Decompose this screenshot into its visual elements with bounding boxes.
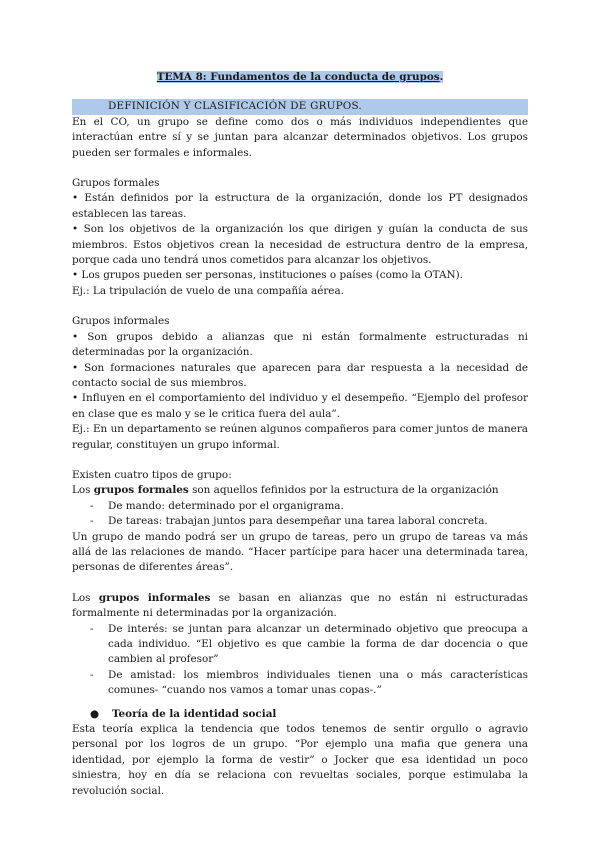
formales-types-list xyxy=(72,499,528,530)
informales-example: Ej.: En un departamento se reúnen algunos compañeros para comer juntos de manera regular, constituyen un grupo informal. xyxy=(72,423,528,451)
formales-example: Ej.: La tripulación de vuelo de una compañía aérea. xyxy=(72,284,344,297)
identidad-heading: ● Teoría de la identidad social xyxy=(72,707,528,722)
tipos-informales-line: Los grupos informales se basan en alianzas que no están ni estructuradas formalmente ni determinadas por la organización. xyxy=(72,591,529,620)
bullet-icon: ● xyxy=(90,707,100,720)
tipos-intro: Existen cuatro tipos de grupo: xyxy=(72,468,232,481)
tipos-formales-line: Los grupos formales son aquellos fefinidos por la estructura de la organización xyxy=(72,484,499,497)
list-item: - De interés: se juntan para alcanzar un determinado objetivo que preocupa a cada individuo. “El objetivo es que cambie la forma de dar docencia o que cambien al profesor” xyxy=(90,622,528,666)
informales-item: • Son grupos debido a alianzas que ni están formalmente estructuradas ni determinadas por la organización. xyxy=(72,330,528,359)
identidad-paragraph: Esta teoría explica la tendencia que todos tenemos de sentir orgullo o agravio personal por los logros de un grupo. “Por ejemplo una mafia que genera una identidad, por ejemplo la forma de vestir” o Jocker que esa identidad un poco siniestra, hoy en día se relaciona con revueltas sociales, porque estimulaba la revolución social. xyxy=(72,723,528,797)
grupos-informales-term: grupos informales xyxy=(98,591,211,604)
title-text: TEMA 8: Fundamentos de la conducta de grupos xyxy=(156,71,440,83)
grupos-formales-term: grupos formales xyxy=(93,484,189,497)
informales-heading: Grupos informales xyxy=(72,315,170,328)
informales-item: • Influyen en el comportamiento del individuo y el desempeño. “Ejemplo del profesor en clase que es malo y se le critica fuera del aula”. xyxy=(72,392,528,420)
formales-item: • Están definidos por la estructura de la organización, donde los PT designados establecen las tareas. xyxy=(72,192,528,220)
informales-types-list xyxy=(72,622,528,699)
intro-paragraph: En el CO, un grupo se define como dos o más individuos independientes que interactúan entre sí y se juntan para alcanzar determinados objetivos. Los grupos pueden ser formales e informales. xyxy=(72,115,528,159)
formales-heading: Grupos formales xyxy=(72,177,160,190)
formales-item: • Los grupos pueden ser personas, instituciones o países (como la OTAN). xyxy=(72,269,463,282)
page-title xyxy=(72,70,528,85)
list-item: - De mando: determinado por el organigrama. xyxy=(90,499,344,512)
list-item: - De tareas: trabajan juntos para desempeñar una tarea laboral concreta. xyxy=(90,515,488,528)
formales-item: • Son los objetivos de la organización los que dirigen y guían la conducta de sus miembros. Estos objetivos crean la necesidad de estructura dentro de la empresa, porque cada uno tendrá unos cometidos para alcanzar los objetivos. xyxy=(72,223,528,267)
list-item: - De amistad: los miembros individuales tienen una o más características comunes- “cuando nos vamos a tomar unas copas-.” xyxy=(90,668,528,697)
informales-item: • Son formaciones naturales que aparecen para dar respuesta a la necesidad de contacto social de sus miembros. xyxy=(72,361,528,389)
title-period: . xyxy=(439,71,444,83)
mando-paragraph: Un grupo de mando podrá ser un grupo de tareas, pero un grupo de tareas va más allá de las relaciones de mando. “Hacer partícipe para hacer una determinada tarea, personas de diferentes áreas”. xyxy=(72,530,528,574)
section-heading-definicion: DEFINICIÓN Y CLASIFICACIÓN DE GRUPOS. xyxy=(72,99,528,114)
